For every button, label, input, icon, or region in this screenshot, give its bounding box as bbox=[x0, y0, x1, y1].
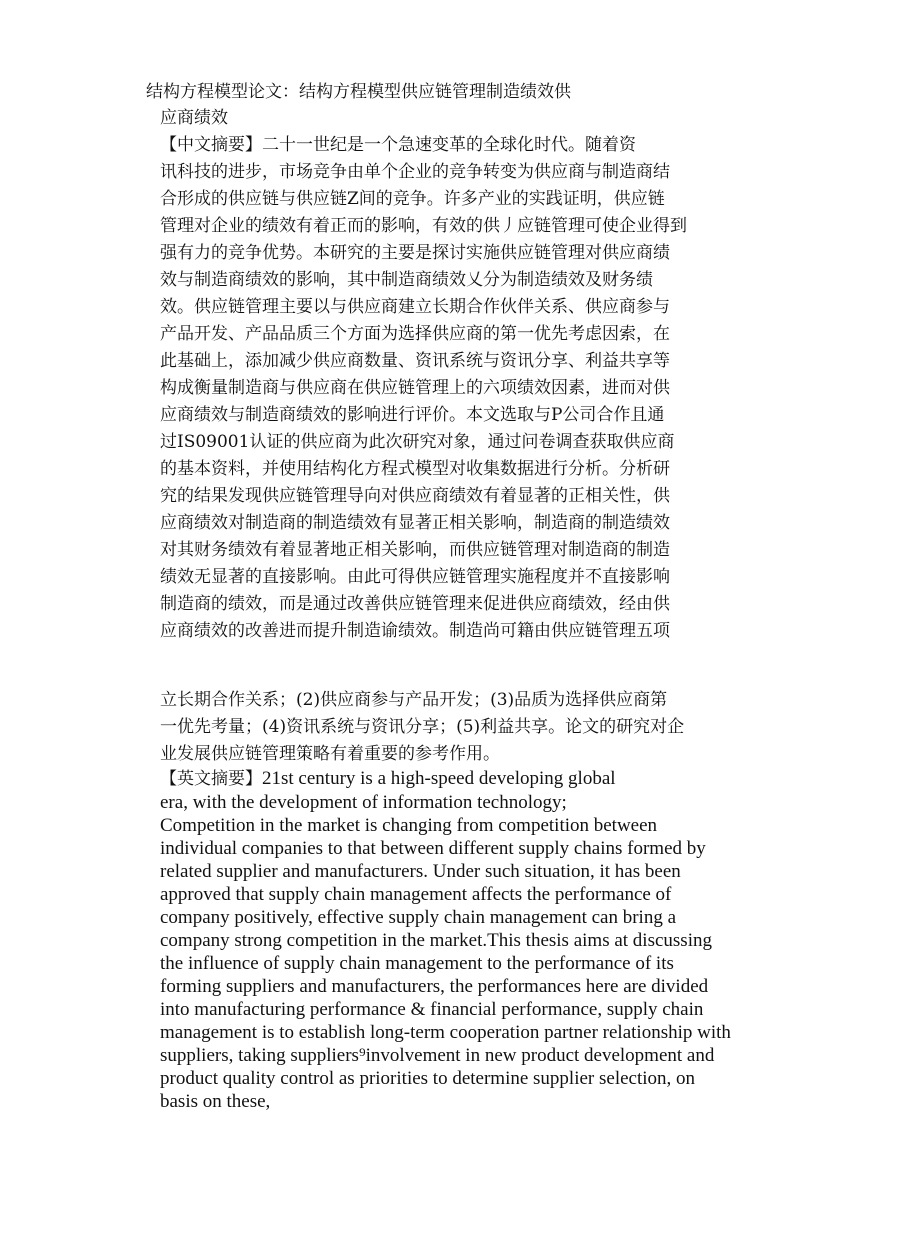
english-abstract-line: company positively, effective supply chain management can bring a bbox=[160, 907, 676, 928]
chinese-abstract-first-text: 二十一世纪是一个急速变革的全球化时代。随着资 bbox=[262, 135, 636, 155]
chinese-abstract-line: 构成衡量制造商与供应商在供应链管理上的六项绩效因素，进而对供 bbox=[160, 378, 670, 398]
chinese-abstract-line: 此基础上，添加减少供应商数量、资讯系统与资讯分享、利益共享等 bbox=[160, 351, 670, 371]
chinese-abstract-line: 效与制造商绩效的影响，其中制造商绩效乂分为制造绩效及财务绩 bbox=[160, 270, 653, 290]
chinese-abstract-line: 绩效无显著的直接影响。由此可得供应链管理实施程度并不直接影响 bbox=[160, 567, 670, 587]
english-abstract-line: the influence of supply chain management to the performance of its bbox=[160, 953, 674, 974]
chinese-abstract-first-line bbox=[160, 135, 636, 155]
chinese-abstract-line: 强有力的竞争优势。本研究的主要是探讨实施供应链管理对供应商绩 bbox=[160, 243, 670, 263]
english-abstract-line: related supplier and manufacturers. Under such situation, it has been bbox=[160, 861, 681, 882]
chinese-abstract-line: 业发展供应链管理策略有着重要的参考作用。 bbox=[160, 744, 500, 764]
title-line-1: 结构方程模型论文：结构方程模型供应链管理制造绩效供 bbox=[146, 82, 571, 102]
english-abstract-first-line bbox=[160, 769, 616, 789]
english-abstract-line: suppliers, taking suppliers⁹involvement in new product development and bbox=[160, 1045, 715, 1066]
english-abstract-line: company strong competition in the market.This thesis aims at discussing bbox=[160, 930, 712, 951]
chinese-abstract-line: 效。供应链管理主要以与供应商建立长期合作伙伴关系、供应商参与 bbox=[160, 297, 670, 317]
english-abstract-line: forming suppliers and manufacturers, the performances here are divided bbox=[160, 976, 709, 997]
chinese-abstract-line: 应商绩效的改善进而提升制造谕绩效。制造尚可籍由供应链管理五项 bbox=[160, 621, 670, 641]
chinese-abstract-line: 过IS09001认证的供应商为此次研究对象，通过问卷调查获取供应商 bbox=[160, 432, 675, 452]
chinese-abstract-line: 讯科技的进步，市场竞争由单个企业的竞争转变为供应商与制造商结 bbox=[160, 162, 670, 182]
chinese-abstract-line: 应商绩效与制造商绩效的影响进行评价。本文选取与P公司合作且通 bbox=[160, 405, 665, 425]
chinese-abstract-line: 一优先考量；(4)资讯系统与资讯分享；(5)利益共享。论文的研究对企 bbox=[160, 717, 685, 737]
english-abstract-line: Competition in the market is changing from competition between bbox=[160, 815, 658, 836]
chinese-abstract-line: 应商绩效对制造商的制造绩效有显著正相关影响，制造商的制造绩效 bbox=[160, 513, 670, 533]
english-abstract-line: product quality control as priorities to determine supplier selection, on bbox=[160, 1068, 696, 1089]
english-abstract-first-text: 21st century is a high-speed developing global bbox=[262, 768, 616, 789]
title-line-2: 应商绩效 bbox=[160, 108, 228, 128]
chinese-abstract-line: 产品开发、产品品质三个方面为选择供应商的第一优先考虑因索，在 bbox=[160, 324, 670, 344]
chinese-abstract-line: 究的结果发现供应链管理导向对供应商绩效有着显著的正相关性，供 bbox=[160, 486, 670, 506]
english-abstract-line: into manufacturing performance & financial performance, supply chain bbox=[160, 999, 704, 1020]
english-abstract-line: basis on these, bbox=[160, 1091, 271, 1112]
english-abstract-line: approved that supply chain management affects the performance of bbox=[160, 884, 672, 905]
english-abstract-line: management is to establish long-term cooperation partner relationship with bbox=[160, 1022, 731, 1043]
chinese-abstract-line: 管理对企业的绩效有着正而的影响，有效的供丿应链管理可使企业得到 bbox=[160, 216, 687, 236]
chinese-abstract-line: 合形成的供应链与供应链Z间的竞争。许多产业的实践证明，供应链 bbox=[160, 189, 665, 209]
english-abstract-line: era, with the development of information technology; bbox=[160, 792, 567, 813]
chinese-abstract-line: 制造商的绩效，而是通过改善供应链管理来促进供应商绩效，经由供 bbox=[160, 594, 670, 614]
chinese-abstract-line: 对其财务绩效有着显著地正相关影响，而供应链管理对制造商的制造 bbox=[160, 540, 670, 560]
chinese-abstract-line: 立长期合作关系；(2)供应商参与产品开发；(3)品质为选择供应商第 bbox=[160, 690, 668, 710]
chinese-abstract-line: 的基本资料，并使用结构化方程式模型对收集数据进行分析。分析研 bbox=[160, 459, 670, 479]
english-abstract-label: 【英文摘要】 bbox=[160, 769, 262, 789]
english-abstract-line: individual companies to that between different supply chains formed by bbox=[160, 838, 706, 859]
chinese-abstract-label: 【中文摘要】 bbox=[160, 135, 262, 155]
